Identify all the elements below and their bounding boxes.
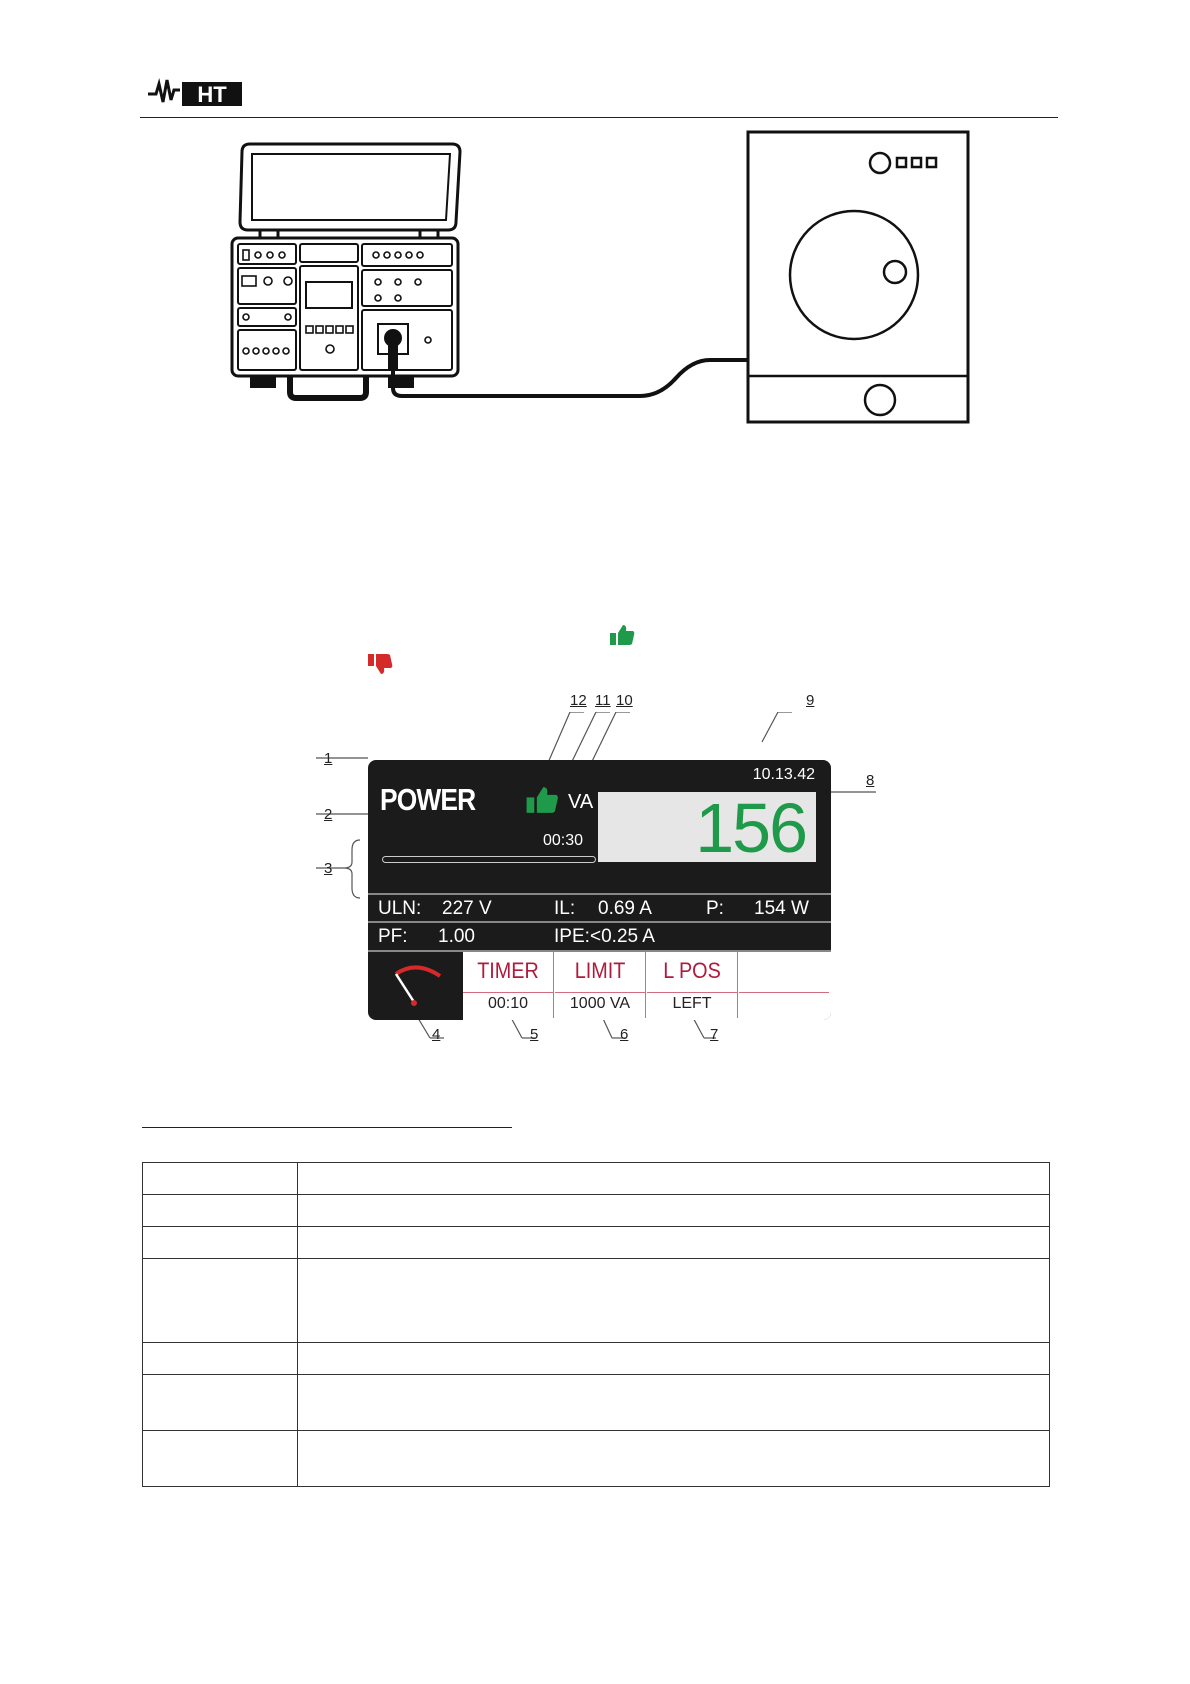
table-row (143, 1195, 1050, 1227)
logo-text: HT (197, 82, 227, 107)
divider (368, 921, 831, 923)
callout-7: 7 (710, 1026, 719, 1043)
gauge-icon[interactable] (368, 952, 463, 1020)
softkey-lpos[interactable] (647, 952, 738, 1018)
header-rule (140, 117, 1058, 118)
callout-9: 9 (806, 692, 815, 709)
p-value: 154 W (754, 898, 809, 919)
main-value-box (598, 789, 816, 867)
softkey-value (739, 992, 829, 995)
softkey-value: LEFT (647, 992, 737, 1013)
pf-value: 1.00 (438, 926, 475, 947)
divider (368, 893, 831, 895)
legend-table (142, 1162, 1050, 1487)
connection-illustration (230, 126, 970, 426)
callout-2: 2 (324, 806, 333, 823)
softkey-value: 1000 VA (555, 992, 645, 1013)
callout-5: 5 (530, 1026, 539, 1043)
softkey-empty[interactable] (739, 952, 829, 1018)
progress-bar (382, 856, 596, 863)
measure-unit: VA (568, 791, 594, 813)
callout-11: 11 (595, 692, 611, 709)
p-label: P: (706, 898, 724, 919)
callout-12: 12 (570, 692, 587, 709)
table-row (143, 1227, 1050, 1259)
main-value: 156 (695, 789, 806, 867)
softkey-label: L POS (663, 958, 721, 983)
thumbs-up-icon (608, 623, 636, 647)
elapsed-time: 00:30 (543, 832, 584, 849)
uln-value: 227 V (442, 898, 492, 919)
callout-1: 1 (324, 750, 333, 767)
softkey-value: 00:10 (463, 992, 553, 1013)
thumbs-up-icon (524, 784, 560, 816)
callout-8: 8 (866, 772, 875, 789)
softkey-label: LIMIT (574, 958, 626, 983)
clock: 10.13.42 (752, 766, 815, 783)
test-title: POWER (380, 782, 476, 817)
callout-4: 4 (432, 1026, 441, 1043)
table-row (143, 1343, 1050, 1375)
softkey-label: TIMER (477, 958, 539, 983)
il-value: 0.69 A (598, 898, 652, 919)
callout-10: 10 (616, 692, 633, 709)
callout-3: 3 (324, 860, 333, 877)
table-row (143, 1259, 1050, 1343)
ipe-value: <0.25 A (590, 926, 655, 947)
ipe-label: IPE: (554, 926, 590, 947)
instrument-display (368, 760, 831, 1020)
uln-label: ULN: (378, 898, 422, 919)
il-label: IL: (554, 898, 576, 919)
table-row (143, 1431, 1050, 1487)
callout-6: 6 (620, 1026, 629, 1043)
softkey-timer[interactable] (463, 952, 554, 1018)
softkey-bar (463, 952, 831, 1020)
pf-label: PF: (378, 926, 408, 947)
section-rule (142, 1127, 512, 1128)
ht-logo (146, 72, 246, 110)
thumbs-down-icon (366, 652, 394, 678)
table-row (143, 1163, 1050, 1195)
softkey-limit[interactable] (555, 952, 646, 1018)
table-row (143, 1375, 1050, 1431)
